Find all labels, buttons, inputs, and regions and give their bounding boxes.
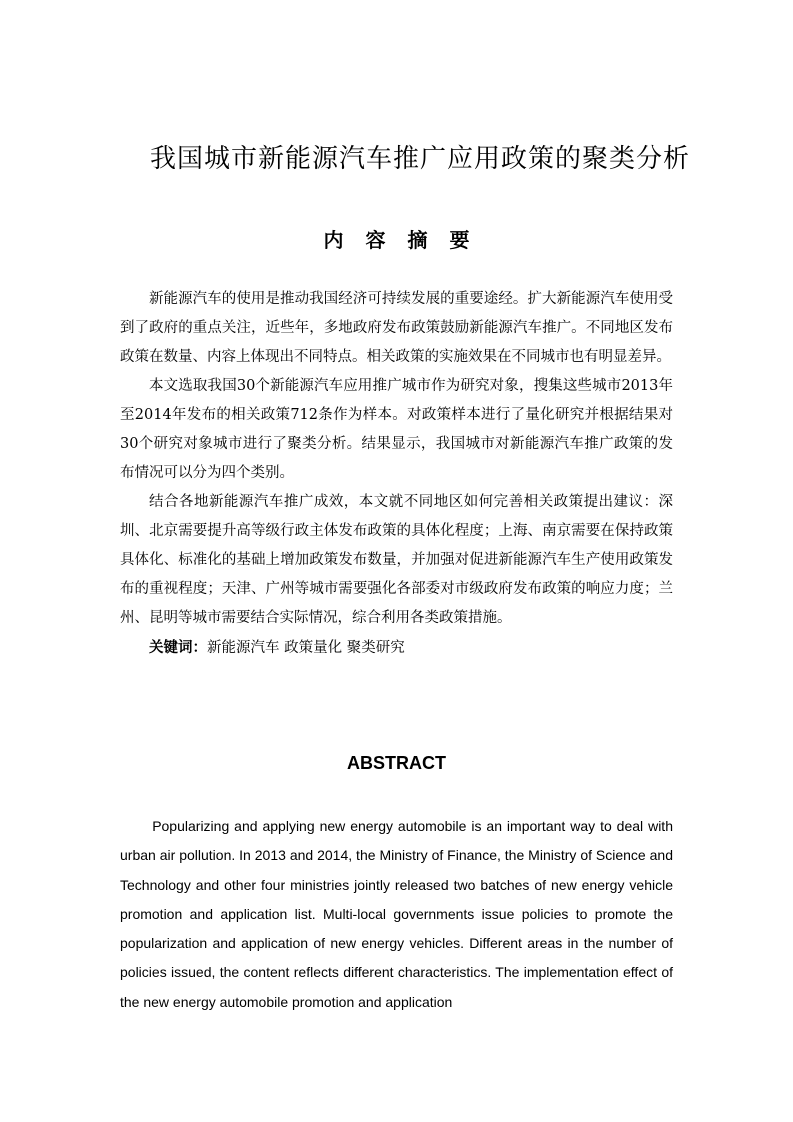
chinese-abstract-body xyxy=(120,285,673,663)
chinese-paragraph: 结合各地新能源汽车推广成效，本文就不同地区如何完善相关政策提出建议：深圳、北京需要提升高等级行政主体发布政策的具体化程度；上海、南京需要在保持政策具体化、标准化的基础上增加政策发布数量，并加强对促进新能源汽车生产使用政策发布的重视程度；天津、广州等城市需要强化各部委对市级政府发布政策的响应力度；兰州、昆明等城市需要结合实际情况，综合利用各类政策措施。 xyxy=(120,494,673,626)
abstract-heading-chinese: 内容摘要 xyxy=(323,228,492,252)
keywords-label: 关键词： xyxy=(149,639,207,656)
chinese-paragraph: 本文选取我国30个新能源汽车应用推广城市作为研究对象，搜集这些城市2013年至2014年发布的相关政策712条作为样本。对政策样本进行了量化研究并根据结果对30个研究对象城市进行了聚类分析。结果显示，我国城市对新能源汽车推广政策的发布情况可以分为四个类别。 xyxy=(120,378,673,481)
keywords-text: 新能源汽车 政策量化 聚类研究 xyxy=(207,640,405,656)
keywords-line xyxy=(120,633,673,663)
paper-title: 我国城市新能源汽车推广应用政策的聚类分析 xyxy=(150,144,691,174)
chinese-paragraph: 新能源汽车的使用是推动我国经济可持续发展的重要途经。扩大新能源汽车使用受到了政府的重点关注，近些年，多地政府发布政策鼓励新能源汽车推广。不同地区发布政策在数量、内容上体现出不同特点。相关政策的实施效果在不同城市也有明显差异。 xyxy=(120,291,673,365)
english-paragraph: Popularizing and applying new energy automobile is an important way to deal with urban air pollution. In 2013 and 2014, the Ministry of Finance, the Ministry of Science and Technology and other four ministries jointly released two batches of new energy vehicle promotion and application list. Multi-local governments issue policies to promote the popularization and application of new energy vehicles. Different areas in the number of policies issued, the content reflects different characteristics. The implementation effect of the new energy automobile promotion and application xyxy=(120,818,673,1010)
english-abstract-body xyxy=(120,812,673,1017)
abstract-heading-english: ABSTRACT xyxy=(347,753,446,773)
